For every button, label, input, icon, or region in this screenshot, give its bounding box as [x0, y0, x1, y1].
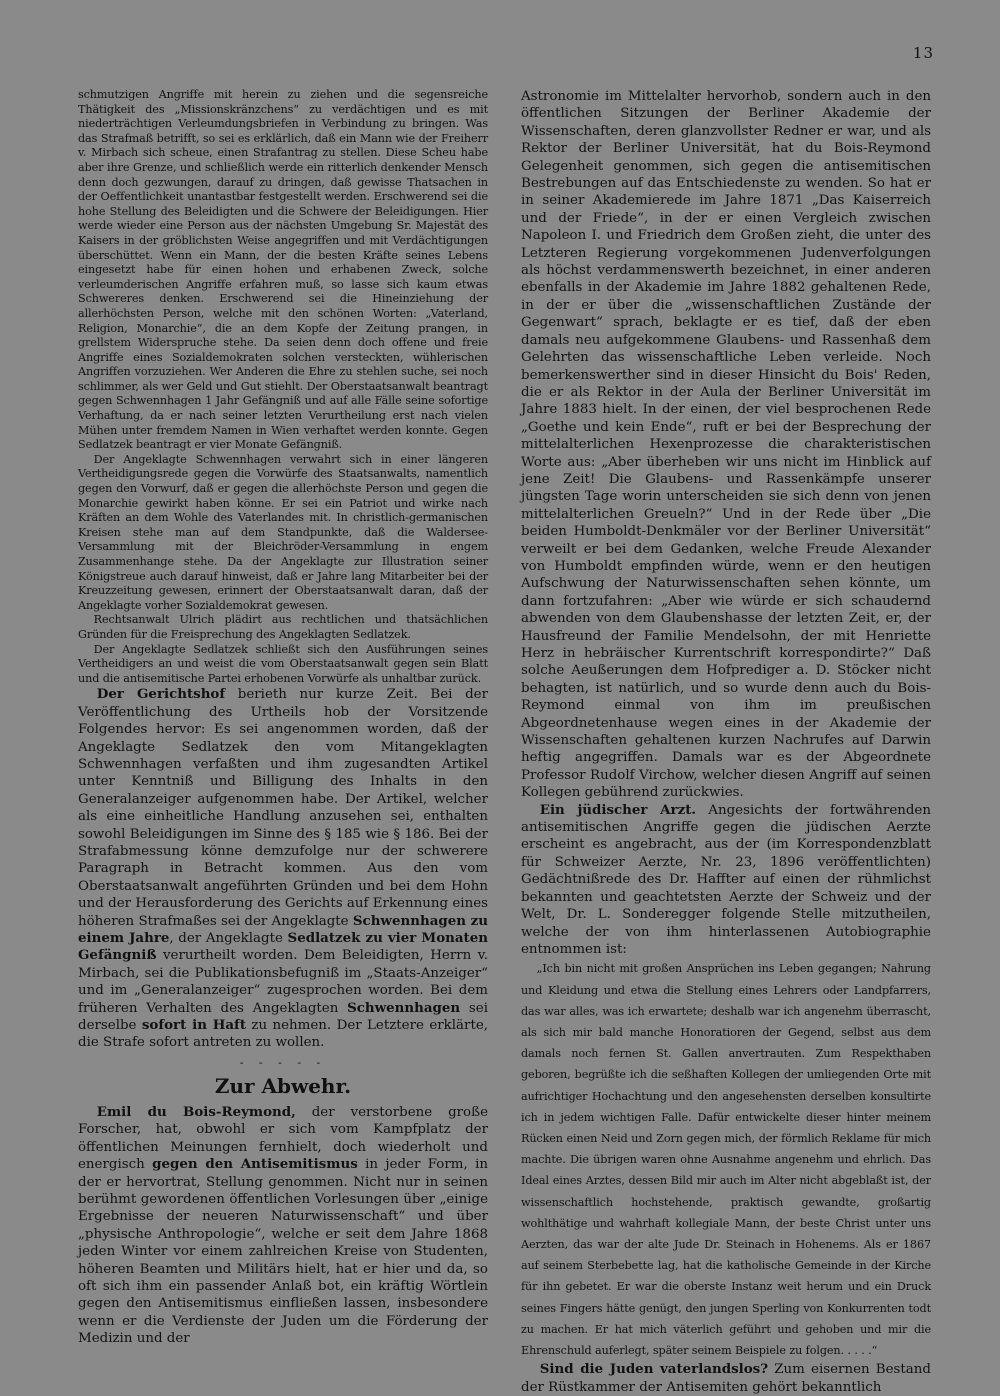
jewish-doctor-label: Ein jüdischer Arzt. — [539, 801, 697, 818]
du-bois-reymond-label: Emil du Bois-Reymond, — [96, 1103, 296, 1120]
verdict-text-b: , der Angeklagte — [169, 931, 288, 947]
verdict-bold-2: Sedlatzek zu vier Monaten Gefängniß — [78, 930, 488, 964]
section-separator: - - - - - — [239, 1055, 327, 1069]
section-heading: Zur Abwehr. — [214, 1073, 352, 1098]
verdict-bold-3: Schwennhagen — [347, 999, 461, 1016]
verdict-bold-1: Schwennhagen zu einem Jahre — [78, 912, 488, 947]
verdict-text-d: sei derselbe — [78, 1000, 488, 1034]
left-paragraph-4: Der Angeklagte Sedlatzek schließt sich den Ausführungen seines Vertheidigers an und weist die vom Oberstaatsanwalt gegen sein Blatt und die antisemitische Partei erhobenen Vorwürfe als unhaltbar zurück. — [78, 642, 488, 685]
right-column — [521, 88, 931, 1396]
left-paragraph-2: Der Angeklagte Schwennhagen verwahrt sich in einer längeren Vertheidigungsrede gegen die Vorwürfe des Staatsanwalts, namentlich gegen den Vorwurf, daß er gegen die allerhöchste Person und gegen die Monarchie gewirkt haben könne. Er sei ein Patriot und wirke nach Kräften an dem Wohle des Vaterlandes mit. In christlich-germanischen Kreisen stehe man auf dem Standpunkte, daß die Waldersee-Versammlung mit der Bleichröder-Versammlung in engem Zusammenhange stehe. Da der Angeklagte zur Illustration seiner Königstreue auch darauf hinweist, daß er Jahre lang Mitarbeiter bei der Kreuzzeitung gewesen, erinnert der Oberstaatsanwalt daran, daß der Angeklagte vorher Sozialdemokrat gewesen. — [78, 452, 488, 612]
page-number: 13 — [912, 44, 934, 62]
verdict-text-a: berieth nur kurze Zeit. Bei der Veröffentlichung des Urtheils hob der Vorsitzende Folgendes hervor: Es sei angenommen worden, daß der Angeklagte Sedlatzek den vom Mitangeklagten Schwennhagen verfaßten und ihm zugesandten Artikel unter Kenntniß und Billigung des Inhalts in den Generalanzeiger aufgenommen habe. Der Artikel, welcher als eine einheitliche Handlung anzusehen sei, enthalten sowohl Beleidigungen im Sinne des § 185 wie § 186. Bei der Strafabmessung könne demzufolge nur der schwerere Paragraph in Betracht kommen. Aus den vom Oberstaatsanwalt angeführten Gründen und bei dem Hohn und der Herausforderung des Gerichts auf Erkennung eines höheren Strafmaßes sei der Angeklagte — [78, 687, 488, 929]
verdict-text-c: verurtheilt worden. Dem Beleidigten, Herrn v. Mirbach, sei die Publikationsbefugniß im „Staats-Anzeiger“ und im „Generalanzeiger“ zugesprochen worden. Bei dem früheren Verhalten des Angeklagten — [78, 948, 488, 1016]
court-label: Der Gerichtshof — [96, 686, 226, 703]
jewish-doctor-text: Angesichts der fortwährenden antisemitischen Angriffe gegen die jüdischen Aerzte erscheint es angebracht, aus der (im Korrespondenzblatt für Schweizer Aerzte, Nr. 23, 1896 veröffentlichten) Gedächtnißrede des Dr. Haffter auf einen der rühmlichst bekannten und geachtetsten Aerzte der Schweiz und der Welt, Dr. L. Sonderegger folgende Stelle mitzutheilen, welche der von ihm hinterlassenen Autobiographie entnommen ist: — [521, 802, 931, 957]
du-bois-text-a: der verstorbene große Forscher, hat, obwohl er sich vom Kampfplatz der öffentlichen Meinungen fernhielt, doch wiederholt und energisch — [78, 1104, 488, 1173]
verdict-text-e: zu nehmen. Der Letztere erklärte, die Strafe sofort antreten zu wollen. — [78, 1018, 488, 1051]
verdict-bold-4: sofort in Haft — [141, 1017, 247, 1034]
du-bois-text-b: in jeder Form, in der er hervortrat, Stellung genommen. Nicht nur in seinen berühmt gewordenen öffentlichen Vorlesungen über „einige Ergebnisse der neueren Naturwissenschaft“ und über „physische Anthropologie“, welche er seit dem Jahre 1868 jeden Winter vor einem zahlreichen Kreise von Studenten, höheren Beamten und Militärs hielt, hat er hier und da, so oft sich ihm ein passender Anlaß bot, ein kräftig Wörtlein gegen den Antisemitismus einfließen lassen, insbesondere wenn er die Verdienste der Juden um die Förderung der Medizin und der — [78, 1157, 488, 1347]
du-bois-bold: gegen den Antisemitismus — [152, 1156, 358, 1173]
fatherland-label: Sind die Juden vaterlandslos? — [539, 1361, 769, 1378]
right-paragraph-1: Astronomie im Mittelalter hervorhob, sondern auch in den öffentlichen Sitzungen der Berliner Akademie der Wissenschaften, deren glanzvollster Redner er war, und als Rektor der Berliner Universität, hat du Bois-Reymond Gelegenheit genommen, sich gegen die antisemitischen Bestrebungen auf das Entschiedenste zu wenden. So hat er in seiner Akademierede im Jahre 1871 „Das Kaiserreich und der Friede“, in der er einen Vergleich zwischen Napoleon I. und Friedrich dem Großen zieht, die unter des Letzteren Regierung vorgekommenen Judenverfolgungen als höchst verdammenswerth bezeichnet, in einer anderen ebenfalls in der Akademie im Jahre 1882 gehaltenen Rede, in der er über die „wissenschaftlichen Zustände der Gegenwart“ sprach, beklagte er es tief, daß der eben damals neu aufgekommene Glaubens- und Rassenhaß dem Gelehrten das wissenschaftliche Leben verleide. Noch bemerkenswerther sind in dieser Hinsicht du Bois' Reden, die er als Rektor in der Aula der Berliner Universität im Jahre 1883 hielt. In der einen, der viel besprochenen Rede „Goethe und kein Ende“, ruft er bei der Besprechung der mittelalterlichen Hexenprozesse die charakteristischen Worte aus: „Aber überheben wir uns nicht im Hinblick auf jene Zeit! Die Glaubens- und Rassenkämpfe unserer jüngsten Tage worin unterscheiden sie sich denn von jenen mittelalterlichen Greueln?“ Und in der Rede über „Die beiden Humboldt-Denkmäler vor der Berliner Universität“ verweilt er bei dem Gedanken, welche Freude Alexander von Humboldt empfinden würde, wenn er den heutigen Aufschwung der Naturwissenschaften sehen könnte, um dann fortzufahren: „Aber wie würde er sich schaudernd abwenden von dem Glaubenshasse der letzten Zeit, er, der Hausfreund der Familie Mendelsohn, der mit Henriette Herz in hebräischer Kurrentschrift korrespondirte?“ Daß solche Aeußerungen dem Hofprediger a. D. Stöcker nicht behagten, ist natürlich, und so wurde denn auch du Bois-Reymond einmal von ihm im preußischen Abgeordnetenhause wegen eines in der Akademie der Wissenschaften gehaltenen kurzen Nachrufes auf Darwin heftig angegriffen. Damals war es der Abgeordnete Professor Rudolf Virchow, welcher diesen Angriff auf seinen Kollegen gebührend zurückwies. — [521, 89, 931, 801]
left-paragraph-5 — [78, 686, 488, 1052]
left-paragraph-6 — [78, 1104, 488, 1348]
right-paragraph-3 — [521, 1361, 931, 1396]
fatherland-text: Zum eisernen Bestand der Rüstkammer der Antisemiten gehört bekanntlich — [521, 1362, 931, 1395]
left-paragraph-1: schmutzigen Angriffe mit herein zu ziehen und die segensreiche Thätigkeit des „Missionskränzchens“ zu verdächtigen und es mit niederträchtigen Verleumdungsbriefen in Verbindung zu bringen. Was das Strafmaß betrifft, so sei es erklärlich, daß ein Mann wie der Freiherr v. Mirbach sich scheue, einen Strafantrag zu stellen. Diese Scheu habe aber ihre Grenze, und schließlich werde ein ritterlich denkender Mensch denn doch gezwungen, darauf zu dringen, daß gewisse Thatsachen in der Oeffentlichkeit unantastbar festgestellt werden. Erschwerend sei die hohe Stellung des Beleidigten und die Schwere der Beleidigungen. Hier werde wieder eine Person aus der nächsten Umgebung Sr. Majestät des Kaisers in der gröblichsten Weise angegriffen und mit Verdächtigungen überschüttet. Wenn ein Mann, der die besten Kräfte seines Lebens eingesetzt habe für einen hohen und erhabenen Zweck, solche verleumderischen Angriffe erfahren muß, so lasse sich kaum etwas Schwereres denken. Erschwerend sei die Hineinziehung der allerhöchsten Person, welche mit den schönen Worten: „Vaterland, Religion, Monarchie“, die an dem Kopfe der Zeitung prangen, in grellstem Widerspruche stehe. Da seien denn doch offene und freie Angriffe eines Sozialdemokraten solchen versteckten, wühlerischen Angriffen vorzuziehen. Wer Anderen die Ehre zu stehlen suche, sei noch schlimmer, als wer Geld und Gut stiehlt. Der Oberstaatsanwalt beantragt gegen Schwennhagen 1 Jahr Gefängniß und auf alle Fälle seine sofortige Verhaftung, da er nach seiner letzten Verurtheilung erst nach vielen Mühen unter fremdem Namen in Wien verhaftet werden konnte. Gegen Sedlatzek beantragt er vier Monate Gefängniß. — [78, 88, 488, 452]
left-column — [78, 88, 488, 1348]
right-paragraph-2 — [521, 802, 931, 959]
left-paragraph-3: Rechtsanwalt Ulrich plädirt aus rechtlichen und thatsächlichen Gründen für die Freisprechung des Angeklagten Sedlatzek. — [78, 613, 488, 641]
autobiography-quote: „Ich bin nicht mit großen Ansprüchen ins Leben gegangen; Nahrung und Kleidung und etwa die Stellung eines Lehrers oder Landpfarrers, das war alles, was ich erwartete; deshalb war ich angenehm überrascht, als sich mir bald manche Honoratioren der Gegend, selbst aus dem damals noch fernen St. Gallen anvertrauten. Zum Respekthaben geboren, begrüßte ich die seßhaften Kollegen der umliegenden Orte mit aufrichtiger Hochachtung und den angesehensten derselben konsultirte ich in jedem wichtigen Falle. Dafür entwickelte dieser hinter meinem Rücken einen Neid und Zorn gegen mich, der förmlich Reklame für mich machte. Die übrigen waren ohne Ausnahme angenehm und ehrlich. Das Ideal eines Arztes, dessen Bild mir auch im Alter nicht abgeblaßt ist, der wissenschaftlich hochstehende, praktisch gewandte, großartig wohlthätige und wahrhaft kollegiale Mann, der beste Christ unter uns Aerzten, das war der alte Jude Dr. Steinach in Hohenems. Als er 1867 auf seinem Sterbebette lag, hat die katholische Gemeinde in der Kirche für ihn gebetet. Er war die oberste Instanz weit herum und ein Druck seines Fingers hätte genügt, den jungen Sperling von Konkurrenten todt zu machen. Er hat mich väterlich geführt und gehoben und mir die Ehrenschuld auferlegt, später seinem Beispiele zu folgen. . . . .“ — [521, 962, 931, 1357]
